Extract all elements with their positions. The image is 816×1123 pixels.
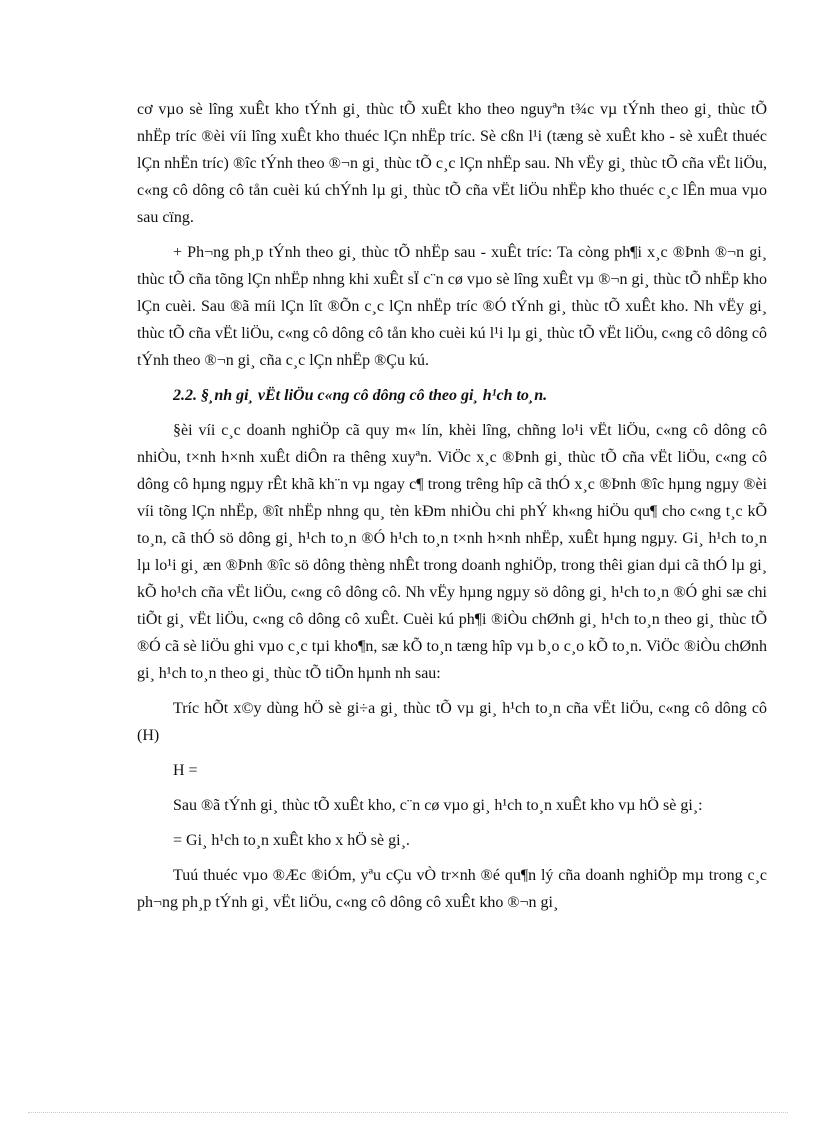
page-bottom-rule	[28, 1112, 788, 1113]
formula-h: H =	[173, 762, 198, 779]
section-heading: 2.2. §¸nh gi¸ vËt liÖu c«ng cô dông cô theo gi¸ h¹ch to¸n.	[173, 387, 548, 404]
paragraph-actual-price: Sau ®ã tÝnh gi¸ thùc tÕ xuÊt kho, c¨n cø vµo gi¸ h¹ch to¸n xuÊt kho vµ hÖ sè gi¸:	[173, 797, 703, 814]
paragraph-coefficient-intro: Tríc hÕt x©y dùng hÖ sè gi÷a gi¸ thùc tÕ vµ gi¸ h¹ch to¸n cña vËt liÖu, c«ng cô dông cô (H)	[137, 700, 767, 744]
document-body	[137, 96, 767, 924]
formula-actual-price: = Gi¸ h¹ch to¸n xuÊt kho x hÖ sè gi¸.	[173, 832, 410, 849]
paragraph-fifo-continuation: cơ vµo sè lîng xuÊt kho tÝnh gi¸ thùc tÕ xuÊt kho theo nguyªn t¾c vµ tÝnh theo gi¸ thùc tÕ nhËp tríc ®èi víi lîng xuÊt kho thuéc lÇn nhËp tríc. Sè cßn l¹i (tæng sè xuÊt kho - sè xuÊt thuéc lÇn nhËn tríc) ®îc tÝnh theo ®¬n gi¸ thùc tÕ c¸c lÇn nhËp sau. Nh vËy gi¸ thùc tÕ cña vËt liÖu, c«ng cô dông cô tån cuèi kú chÝnh lµ gi¸ thùc tÕ cña vËt liÖu nhËp kho thuéc c¸c lÊn mua vµo sau cïng.	[137, 101, 767, 226]
paragraph-planned-price: §èi víi c¸c doanh nghiÖp cã quy m« lín, khèi lîng, chñng lo¹i vËt liÖu, c«ng cô dông cô nhiÒu, t×nh h×nh xuÊt diÔn ra thêng xuyªn. ViÖc x¸c ®Þnh gi¸ thùc tÕ cña vËt liÖu, c«ng cô dông cô hµng ngµy rÊt khã kh¨n vµ ngay c¶ trong trêng hîp cã thÓ x¸c ®Þnh ®îc hµng ngµy ®èi víi tõng lÇn nhËp, ®ît nhËp nhng qu¸ tèn kÐm nhiÒu chi phÝ kh«ng hiÖu qu¶ cho c«ng t¸c kÕ to¸n, cã thÓ sö dông gi¸ h¹ch to¸n ®Ó h¹ch to¸n t×nh h×nh nhËp, xuÊt hµng ngµy. Gi¸ h¹ch to¸n lµ lo¹i gi¸ æn ®Þnh ®îc sö dông thèng nhÊt trong doanh nghiÖp, trong thêi gian dµi cã thÓ lµ gi¸ kÕ ho¹ch cña vËt liÖu, c«ng cô dông cô. Nh vËy hµng ngµy sö dông gi¸ h¹ch to¸n ®Ó ghi sæ chi tiÕt gi¸ vËt liÖu, c«ng cô dông cô xuÊt. Cuèi kú ph¶i ®iÒu chØnh gi¸ h¹ch to¸n theo gi¸ thùc tÕ ®Ó cã sè liÖu ghi vµo c¸c tµi kho¶n, sæ kÕ to¸n tæng hîp vµ b¸o c¸o kÕ to¸n. ViÖc ®iÒu chØnh gi¸ h¹ch to¸n theo gi¸ thùc tÕ tiÕn hµnh nh sau:	[137, 422, 767, 682]
paragraph-depending: Tuú thuéc vµo ®Æc ®iÓm, yªu cÇu vÒ tr×nh ®é qu¶n lý cña doanh nghiÖp mµ trong c¸c ph¬ng ph¸p tÝnh gi¸ vËt liÖu, c«ng cô dông cô xuÊt kho ®¬n gi¸	[137, 867, 767, 911]
paragraph-lifo-method: + Ph¬ng ph¸p tÝnh theo gi¸ thùc tÕ nhËp sau - xuÊt tríc: Ta còng ph¶i x¸c ®Þnh ®¬n gi¸ thùc tÕ cña tõng lÇn nhËp nhng khi xuÊt sÏ c¨n cø vµo sè lîng xuÊt vµ ®¬n gi¸ thùc tÕ nhËp kho lÇn cuèi. Sau ®ã míi lÇn lît ®Õn c¸c lÇn nhËp tríc ®Ó tÝnh gi¸ thùc tÕ xuÊt kho. Nh vËy gi¸ thùc tÕ cña vËt liÖu, c«ng cô dông cô tån kho cuèi kú l¹i lµ gi¸ thùc tÕ vËt liÖu, c«ng cô dông cô tÝnh theo ®¬n gi¸ cña c¸c lÇn nhËp ®Çu kú.	[137, 244, 767, 369]
